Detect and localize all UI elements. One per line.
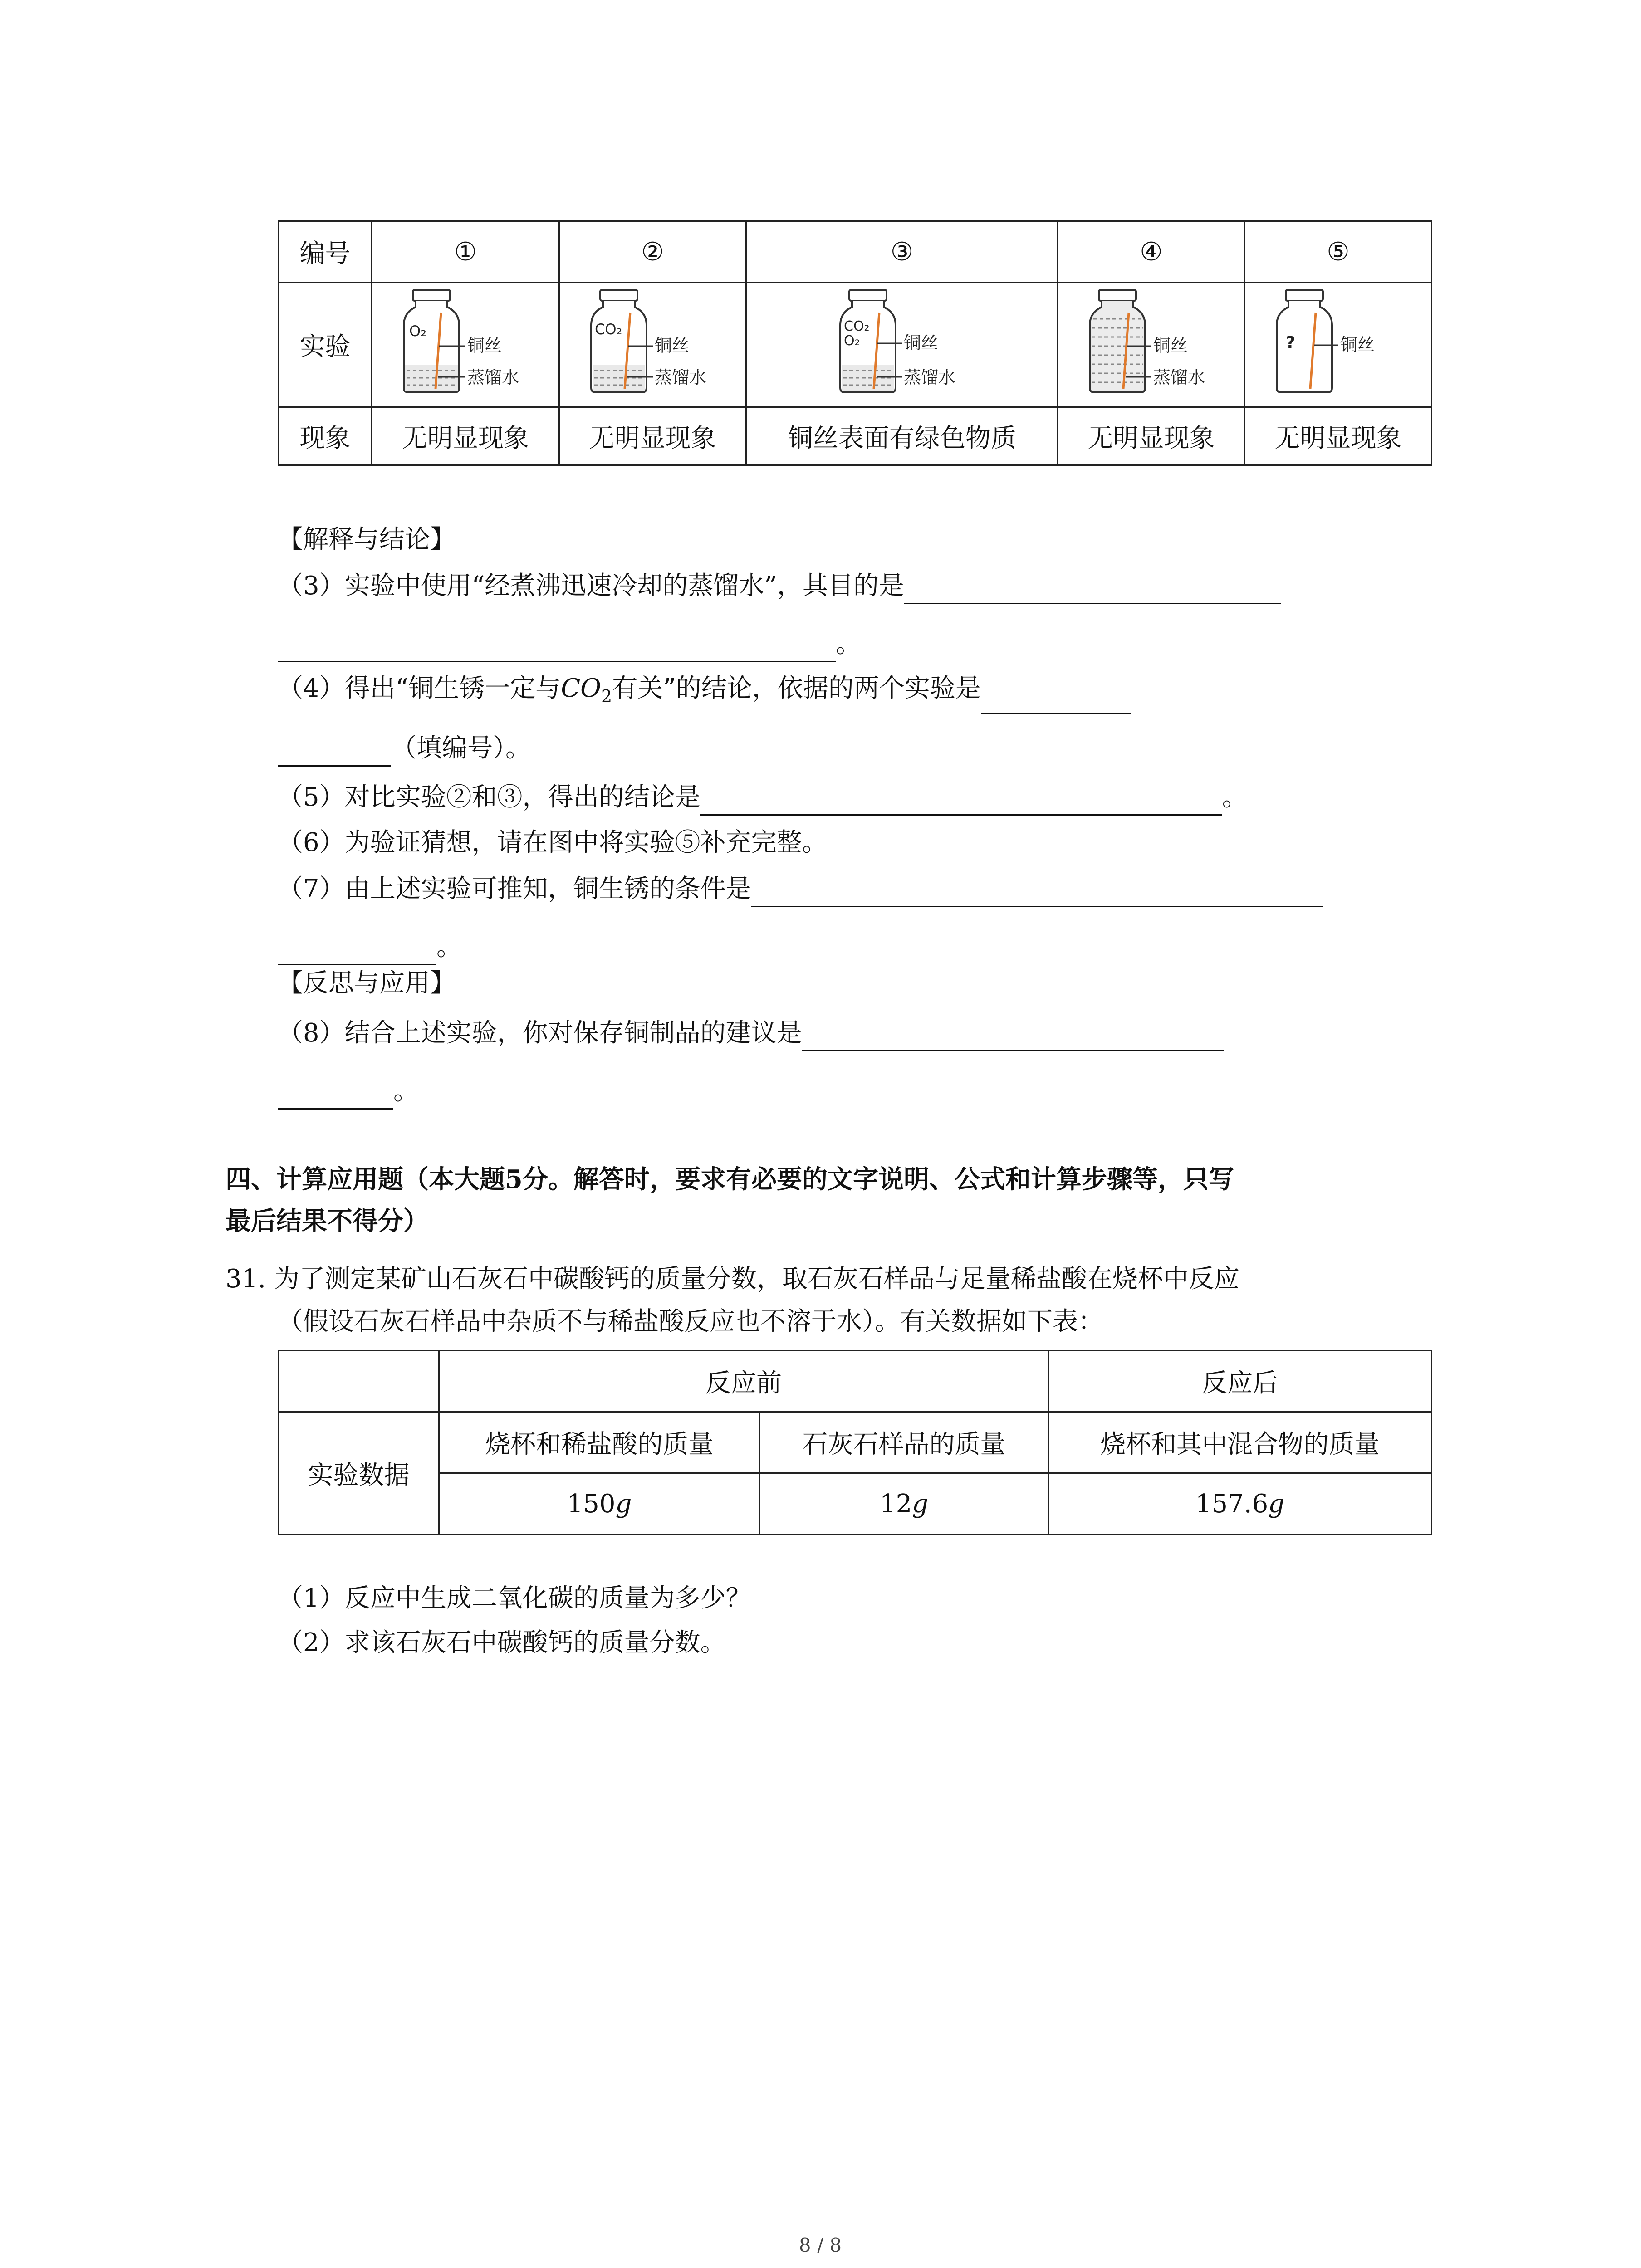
sub-question-2: （2）求该石灰石中碳酸钙的质量分数。 xyxy=(278,1628,726,1657)
question-5: （5）对比实验②和③，得出的结论是 。 xyxy=(278,779,1248,816)
bottle-o2-figure xyxy=(397,287,534,396)
gas-label: ? xyxy=(1285,333,1295,352)
question-31-line1: 31. 为了测定某矿山石灰石中碳酸钙的质量分数，取石灰石样品与足量稀盐酸在烧杯中反应 xyxy=(225,1264,1239,1294)
section-heading-conclusion: 【解释与结论】 xyxy=(278,525,456,554)
answer-blank-5[interactable] xyxy=(700,788,1222,816)
experiment-number-1: ① xyxy=(372,221,559,283)
answer-blank-8b[interactable] xyxy=(278,1082,393,1110)
column-sample-mass: 石灰石样品的质量 xyxy=(760,1412,1048,1473)
question-6: （6）为验证猜想，请在图中将实验⑤补充完整。 xyxy=(278,828,828,857)
question-3-text: （3）实验中使用“经煮沸迅速冷却的蒸馏水”，其目的是 xyxy=(278,571,904,601)
value-sample-mass: 12g xyxy=(760,1473,1048,1535)
experiment-number-3: ③ xyxy=(746,221,1058,283)
header-after: 反应后 xyxy=(1048,1351,1432,1412)
gas-label: CO₂ xyxy=(844,318,870,334)
experiment-number-5: ⑤ xyxy=(1245,221,1432,283)
experiment-number-2: ② xyxy=(559,221,746,283)
wire-label: 铜丝 xyxy=(1340,335,1375,355)
phenomenon-4: 无明显现象 xyxy=(1058,407,1245,465)
value-mixture-mass: 157.6g xyxy=(1048,1473,1432,1535)
experiment-figure-4 xyxy=(1058,283,1245,407)
answer-blank-8a[interactable] xyxy=(802,1024,1224,1051)
water-label: 蒸馏水 xyxy=(654,367,706,387)
header-before: 反应前 xyxy=(439,1351,1048,1412)
header-label: 编号 xyxy=(279,221,372,283)
column-beaker-acid-mass: 烧杯和稀盐酸的质量 xyxy=(439,1412,760,1473)
experiment-figure-2 xyxy=(559,283,746,407)
bottle-co2-figure xyxy=(585,287,721,396)
phenomenon-5: 无明显现象 xyxy=(1245,407,1432,465)
empty-corner-cell xyxy=(279,1351,439,1412)
data-table xyxy=(278,1350,1432,1535)
bottle-co2-o2-figure xyxy=(834,287,970,396)
co2-formula: CO xyxy=(561,674,602,703)
phenomenon-2: 无明显现象 xyxy=(559,407,746,465)
question-3 xyxy=(278,568,1281,604)
gas-label: O₂ xyxy=(844,333,860,349)
gas-label: CO₂ xyxy=(594,321,622,338)
section-4-title-line2: 最后结果不得分） xyxy=(225,1206,429,1236)
value-beaker-acid-mass: 150g xyxy=(439,1473,760,1535)
answer-blank-3b[interactable] xyxy=(278,635,836,662)
water-label: 蒸馏水 xyxy=(467,367,519,387)
question-4-continued: （填编号）。 xyxy=(278,730,531,767)
sub-question-1: （1）反应中生成二氧化碳的质量为多少？ xyxy=(278,1584,751,1613)
section-4-title-line1: 四、计算应用题（本大题5分。解答时，要求有必要的文字说明、公式和计算步骤等，只写 xyxy=(225,1164,1234,1194)
question-3-continued: 。 xyxy=(278,626,861,662)
answer-blank-7a[interactable] xyxy=(751,880,1323,907)
water-label: 蒸馏水 xyxy=(1153,367,1205,387)
question-7: （7）由上述实验可推知，铜生锈的条件是 xyxy=(278,871,1323,907)
answer-blank-4b[interactable] xyxy=(278,739,391,767)
bottle-unknown-figure xyxy=(1270,287,1406,396)
answer-blank-4a[interactable] xyxy=(981,687,1131,714)
wire-label: 铜丝 xyxy=(654,336,689,356)
experiment-number-4: ④ xyxy=(1058,221,1245,283)
wire-label: 铜丝 xyxy=(904,333,939,353)
question-8-continued: 。 xyxy=(278,1073,419,1110)
question-8: （8）结合上述实验，你对保存铜制品的建议是 xyxy=(278,1015,1224,1051)
column-mixture-mass: 烧杯和其中混合物的质量 xyxy=(1048,1412,1432,1473)
experiment-figure-1 xyxy=(372,283,559,407)
answer-blank-3a[interactable] xyxy=(904,577,1281,604)
experiment-figure-3 xyxy=(746,283,1058,407)
wire-label: 铜丝 xyxy=(1153,336,1188,356)
experiment-table xyxy=(278,220,1432,466)
page-number: 8 / 8 xyxy=(798,2234,842,2256)
experiment-figure-5 xyxy=(1245,283,1432,407)
gas-label: O₂ xyxy=(409,323,427,340)
section-heading-reflection: 【反思与应用】 xyxy=(278,968,456,998)
phenomenon-1: 无明显现象 xyxy=(372,407,559,465)
row-label: 实验数据 xyxy=(279,1412,439,1535)
question-4: （4）得出“铜生锈一定与$CO_2$有关”的结论，依据的两个实验是 xyxy=(278,670,1131,714)
wire-label: 铜丝 xyxy=(467,336,502,356)
question-7-continued: 。 xyxy=(278,929,462,965)
water-label: 蒸馏水 xyxy=(904,367,956,387)
answer-blank-7b[interactable] xyxy=(278,938,436,965)
phenomenon-label: 现象 xyxy=(279,407,372,465)
bottle-full-water-figure xyxy=(1083,287,1220,396)
experiment-label: 实验 xyxy=(279,283,372,407)
phenomenon-3: 铜丝表面有绿色物质 xyxy=(746,407,1058,465)
question-31-line2: （假设石灰石样品中杂质不与稀盐酸反应也不溶于水）。有关数据如下表： xyxy=(278,1307,1103,1336)
